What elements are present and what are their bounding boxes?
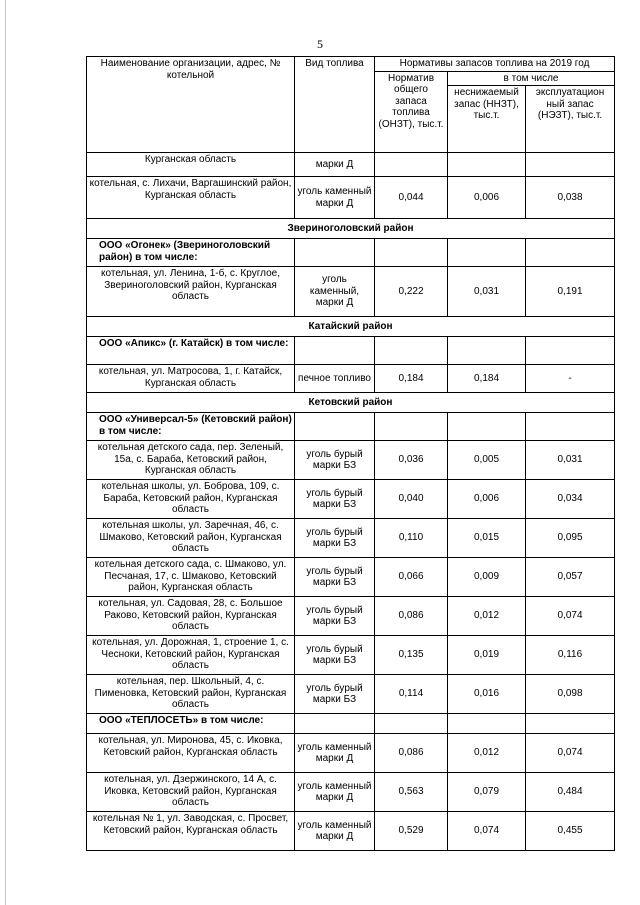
- table-row: [87, 267, 615, 317]
- fuel-type: уголь каменный марки Д: [295, 773, 375, 812]
- nnzt-value: 0,031: [448, 267, 526, 317]
- total-reserve: 0,044: [375, 177, 448, 219]
- nezt-value: 0,095: [526, 519, 615, 558]
- table-row: [87, 441, 615, 480]
- nezt-value: 0,098: [526, 675, 615, 714]
- nnzt-value: 0,006: [448, 480, 526, 519]
- nnzt-value: 0,184: [448, 365, 526, 393]
- fuel-type: уголь бурый марки БЗ: [295, 636, 375, 675]
- total-reserve: 0,184: [375, 365, 448, 393]
- nnzt-value: 0,079: [448, 773, 526, 812]
- page-number: 5: [317, 37, 323, 51]
- table-row: [87, 636, 615, 675]
- empty-cell: [375, 413, 448, 441]
- boiler-name: котельная детского сада, пер. Зеленый, 15а, с. Бараба, Кетовский район, Курганская область: [87, 441, 295, 480]
- organization-name: ООО «Огонек» (Звериноголовский район) в том числе:: [87, 239, 295, 267]
- header-fuel: Вид топлива: [295, 57, 375, 153]
- nezt-value: 0,057: [526, 558, 615, 597]
- empty-cell: [526, 337, 615, 365]
- total-reserve: 0,036: [375, 441, 448, 480]
- nezt-value: 0,038: [526, 177, 615, 219]
- empty-cell: [375, 239, 448, 267]
- nezt-value: 0,074: [526, 597, 615, 636]
- boiler-name: котельная, ул. Дзержинского, 14 А, с. Иковка, Кетовский район, Курганская область: [87, 773, 295, 812]
- fuel-type: уголь каменный, марки Д: [295, 267, 375, 317]
- total-reserve: 0,086: [375, 597, 448, 636]
- scan-edge-line: [5, 0, 6, 905]
- fuel-type: уголь бурый марки БЗ: [295, 597, 375, 636]
- header-including: в том числе: [448, 71, 615, 86]
- district-row: [87, 317, 615, 337]
- fuel-type: уголь бурый марки БЗ: [295, 558, 375, 597]
- header-nezt: эксплуатацион ный запас (НЭЗТ), тыс.т.: [526, 86, 615, 153]
- header-total: Норматив общего запаса топлива (ОНЗТ), тыс.т.: [375, 71, 448, 153]
- boiler-name: котельная, ул. Ленина, 1-б, с. Круглое, Звериноголовский район, Курганская область: [87, 267, 295, 317]
- table-row: [87, 675, 615, 714]
- nezt-value: 0,116: [526, 636, 615, 675]
- total-reserve: 0,110: [375, 519, 448, 558]
- table-row: [87, 365, 615, 393]
- total-reserve: 0,563: [375, 773, 448, 812]
- table-row: [87, 519, 615, 558]
- organization-row: [87, 239, 615, 267]
- nnzt-value: 0,012: [448, 734, 526, 773]
- boiler-name: котельная, ул. Дорожная, 1, строение 1, с. Чесноки, Кетовский район, Курганская область: [87, 636, 295, 675]
- district-heading: Звериноголовский район: [87, 219, 615, 239]
- nnzt-value: 0,016: [448, 675, 526, 714]
- nnzt-value: [448, 153, 526, 177]
- nezt-value: 0,031: [526, 441, 615, 480]
- nnzt-value: 0,006: [448, 177, 526, 219]
- total-reserve: 0,040: [375, 480, 448, 519]
- district-row: [87, 393, 615, 413]
- nezt-value: [526, 153, 615, 177]
- boiler-name: котельная, ул. Матросова, 1, г. Катайск, Курганская область: [87, 365, 295, 393]
- fuel-type: марки Д: [295, 153, 375, 177]
- total-reserve: [375, 153, 448, 177]
- fuel-type: уголь бурый марки БЗ: [295, 519, 375, 558]
- table-row: [87, 177, 615, 219]
- total-reserve: 0,086: [375, 734, 448, 773]
- nezt-value: -: [526, 365, 615, 393]
- nnzt-value: 0,019: [448, 636, 526, 675]
- fuel-type: печное топливо: [295, 365, 375, 393]
- nnzt-value: 0,074: [448, 812, 526, 851]
- fuel-type: уголь каменный марки Д: [295, 734, 375, 773]
- boiler-name: котельная, ул. Миронова, 45, с. Иковка, Кетовский район, Курганская область: [87, 734, 295, 773]
- empty-cell: [448, 337, 526, 365]
- organization-row: [87, 413, 615, 441]
- boiler-name: котельная школы, ул. Боброва, 109, с. Бараба, Кетовский район, Курганская область: [87, 480, 295, 519]
- organization-row: [87, 337, 615, 365]
- nezt-value: 0,484: [526, 773, 615, 812]
- total-reserve: 0,529: [375, 812, 448, 851]
- table-row: [87, 597, 615, 636]
- empty-cell: [526, 714, 615, 734]
- table-row: [87, 480, 615, 519]
- organization-name: ООО «Универсал-5» (Кетовский район) в том числе:: [87, 413, 295, 441]
- fuel-type: уголь каменный марки Д: [295, 812, 375, 851]
- fuel-type: уголь бурый марки БЗ: [295, 480, 375, 519]
- empty-cell: [526, 239, 615, 267]
- fuel-type: уголь бурый марки БЗ: [295, 441, 375, 480]
- boiler-name: котельная детского сада, с. Шмаково, ул. Песчаная, 17, с. Шмаково, Кетовский район, Курганская область: [87, 558, 295, 597]
- empty-cell: [448, 413, 526, 441]
- organization-name: ООО «ТЕПЛОСЕТЬ» в том числе:: [87, 714, 295, 734]
- table-row: [87, 558, 615, 597]
- district-row: [87, 219, 615, 239]
- empty-cell: [295, 413, 375, 441]
- boiler-name: Курганская область: [87, 153, 295, 177]
- table-row: [87, 773, 615, 812]
- boiler-name: котельная, ул. Садовая, 28, с. Большое Раково, Кетовский район, Курганская область: [87, 597, 295, 636]
- empty-cell: [375, 714, 448, 734]
- empty-cell: [375, 337, 448, 365]
- nnzt-value: 0,015: [448, 519, 526, 558]
- nezt-value: 0,034: [526, 480, 615, 519]
- empty-cell: [526, 413, 615, 441]
- table-row: [87, 812, 615, 851]
- total-reserve: 0,135: [375, 636, 448, 675]
- total-reserve: 0,222: [375, 267, 448, 317]
- district-heading: Катайский район: [87, 317, 615, 337]
- boiler-name: котельная, с. Лихачи, Варгашинский район, Курганская область: [87, 177, 295, 219]
- organization-name: ООО «Апикс» (г. Катайск) в том числе:: [87, 337, 295, 365]
- fuel-type: уголь бурый марки БЗ: [295, 675, 375, 714]
- nnzt-value: 0,012: [448, 597, 526, 636]
- header-nnzt: неснижаемый запас (ННЗТ), тыс.т.: [448, 86, 526, 153]
- fuel-norms-table: [86, 56, 615, 851]
- boiler-name: котельная школы, ул. Заречная, 46, с. Шмаково, Кетовский район, Курганская область: [87, 519, 295, 558]
- nezt-value: 0,455: [526, 812, 615, 851]
- nnzt-value: 0,005: [448, 441, 526, 480]
- organization-row: [87, 714, 615, 734]
- nnzt-value: 0,009: [448, 558, 526, 597]
- table-row: [87, 734, 615, 773]
- table-row: [87, 153, 615, 177]
- empty-cell: [295, 337, 375, 365]
- empty-cell: [448, 714, 526, 734]
- fuel-type: уголь каменный марки Д: [295, 177, 375, 219]
- total-reserve: 0,114: [375, 675, 448, 714]
- header-org: Наименование организации, адрес, № котельной: [87, 57, 295, 153]
- empty-cell: [295, 714, 375, 734]
- boiler-name: котельная № 1, ул. Заводская, с. Просвет, Кетовский район, Курганская область: [87, 812, 295, 851]
- empty-cell: [448, 239, 526, 267]
- total-reserve: 0,066: [375, 558, 448, 597]
- boiler-name: котельная, пер. Школьный, 4, с. Пименовка, Кетовский район, Курганская область: [87, 675, 295, 714]
- district-heading: Кетовский район: [87, 393, 615, 413]
- nezt-value: 0,191: [526, 267, 615, 317]
- nezt-value: 0,074: [526, 734, 615, 773]
- header-norms: Нормативы запасов топлива на 2019 год: [375, 57, 615, 72]
- empty-cell: [295, 239, 375, 267]
